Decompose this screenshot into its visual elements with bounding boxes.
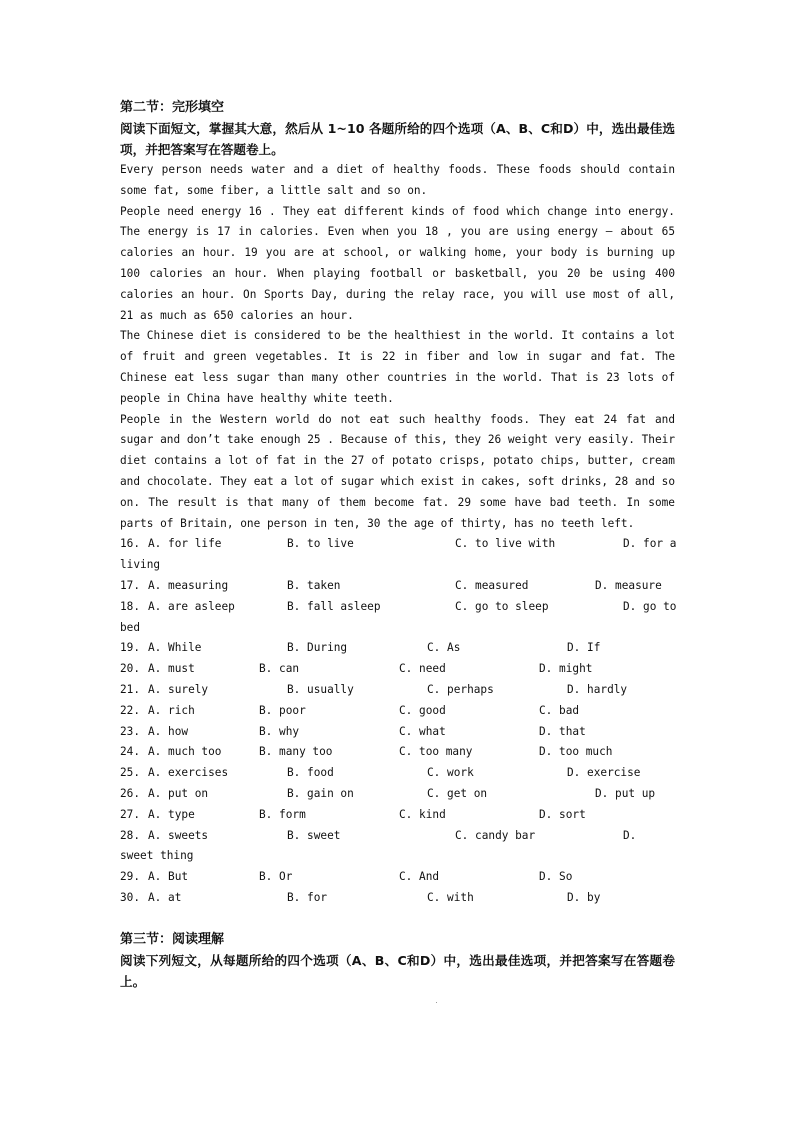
option-continuation: living bbox=[120, 558, 161, 572]
option-c: C. And bbox=[399, 870, 440, 884]
question-number: 26. bbox=[120, 786, 141, 800]
question-number: 29. bbox=[120, 870, 141, 884]
passage-paragraph-2: People need energy 16 . They eat different kinds of food which change into energy. The energy is 17 in calories. Even when you 18 , you are using energy – about 65 calories an hour. 19 you are at school, or walking home, your body is burning up 100 calories an hour. When playing football or basketball, you 20 be using 400 calories an hour. On Sports Day, during the relay race, you will use most of all, 21 as much as 650 calories an hour. bbox=[120, 204, 675, 322]
option-c: C. As bbox=[427, 641, 461, 655]
question-row bbox=[120, 784, 675, 805]
question-number: 23. bbox=[120, 724, 141, 738]
option-a: A. at bbox=[148, 890, 182, 904]
option-b: B. can bbox=[259, 662, 300, 676]
option-c: C. measured bbox=[455, 578, 529, 592]
option-a: A. While bbox=[148, 641, 202, 655]
question-row bbox=[120, 888, 675, 909]
question-row bbox=[120, 805, 675, 826]
option-b: B. usually bbox=[287, 682, 354, 696]
option-b: B. for bbox=[287, 890, 328, 904]
option-c: C. kind bbox=[399, 807, 446, 821]
option-d: D. measure bbox=[595, 578, 662, 592]
option-a: A. much too bbox=[148, 745, 222, 759]
option-a: A. But bbox=[148, 870, 189, 884]
option-a: A. sweets bbox=[148, 828, 209, 842]
question-row bbox=[120, 638, 675, 659]
option-c: C. go to sleep bbox=[455, 599, 549, 613]
option-c: C. candy bar bbox=[455, 828, 536, 842]
question-number: 16. bbox=[120, 537, 141, 551]
option-c: C. need bbox=[399, 662, 446, 676]
question-number: 20. bbox=[120, 662, 141, 676]
option-b: B. many too bbox=[259, 745, 333, 759]
option-b: B. form bbox=[259, 807, 306, 821]
option-d: D. put up bbox=[595, 786, 656, 800]
option-d: D. by bbox=[567, 890, 601, 904]
option-a: A. measuring bbox=[148, 578, 229, 592]
section3-title: 第三节：阅读理解 bbox=[120, 931, 225, 947]
option-a: A. rich bbox=[148, 703, 195, 717]
option-d: D. might bbox=[539, 662, 593, 676]
option-c: C. good bbox=[399, 703, 446, 717]
question-number: 30. bbox=[120, 890, 141, 904]
passage-paragraph-1: Every person needs water and a diet of healthy foods. These foods should contain some fat, some fiber, a little salt and so on. bbox=[120, 163, 675, 197]
section2-instruction: 阅读下面短文，掌握其大意，然后从 1~10 各题所给的四个选项（A、B、C和D）中，选出最佳选项，并把答案写在答题卷上。 bbox=[120, 121, 675, 157]
option-a: A. surely bbox=[148, 682, 209, 696]
question-row bbox=[120, 576, 675, 597]
question-number: 25. bbox=[120, 766, 141, 780]
option-a: A. how bbox=[148, 724, 189, 738]
option-c: C. with bbox=[427, 890, 474, 904]
option-d: D. for a bbox=[623, 537, 677, 551]
option-d: D. If bbox=[567, 641, 601, 655]
option-b: B. food bbox=[287, 766, 334, 780]
question-row bbox=[120, 701, 675, 722]
section-gap bbox=[120, 909, 675, 929]
option-b: B. to live bbox=[287, 537, 354, 551]
option-b: B. why bbox=[259, 724, 300, 738]
question-row bbox=[120, 680, 675, 701]
option-b: B. poor bbox=[259, 703, 306, 717]
option-d: D. too much bbox=[539, 745, 613, 759]
passage-paragraph-3: The Chinese diet is considered to be the healthiest in the world. It contains a lot of fruit and green vegetables. It is 22 in fiber and low in sugar and fat. The Chinese eat less sugar than many other countries in the world. That is 23 lots of people in China have healthy white teeth. bbox=[120, 329, 675, 405]
section2-title: 第二节：完形填空 bbox=[120, 100, 225, 115]
option-b: B. During bbox=[287, 641, 348, 655]
option-b: B. taken bbox=[287, 578, 341, 592]
option-c: C. what bbox=[399, 724, 446, 738]
option-c: C. too many bbox=[399, 745, 473, 759]
question-row bbox=[120, 826, 675, 847]
question-row bbox=[120, 597, 675, 618]
option-a: A. must bbox=[148, 662, 195, 676]
question-number: 17. bbox=[120, 578, 141, 592]
option-c: C. to live with bbox=[455, 537, 556, 551]
option-b: B. Or bbox=[259, 870, 293, 884]
option-d: D. that bbox=[539, 724, 586, 738]
question-number: 19. bbox=[120, 641, 141, 655]
question-number: 22. bbox=[120, 703, 141, 717]
question-row bbox=[120, 534, 675, 555]
option-d: D. go to bbox=[623, 599, 677, 613]
option-a: A. exercises bbox=[148, 766, 229, 780]
option-b: B. gain on bbox=[287, 786, 354, 800]
option-a: A. are asleep bbox=[148, 599, 235, 613]
option-c: C. get on bbox=[427, 786, 488, 800]
option-b: B. fall asleep bbox=[287, 599, 381, 613]
option-continuation: bed bbox=[120, 620, 141, 634]
question-row bbox=[120, 867, 675, 888]
question-row bbox=[120, 722, 675, 743]
option-c: C. perhaps bbox=[427, 682, 494, 696]
option-a: A. for life bbox=[148, 537, 222, 551]
section3-instruction: 阅读下列短文，从每题所给的四个选项（A、B、C和D）中，选出最佳选项，并把答案写在答题卷上。 bbox=[120, 952, 675, 989]
exam-page bbox=[120, 97, 675, 992]
option-d: D. exercise bbox=[567, 766, 641, 780]
option-d: D. hardly bbox=[567, 682, 628, 696]
option-c: C. work bbox=[427, 766, 474, 780]
option-b: B. sweet bbox=[287, 828, 341, 842]
stray-mark bbox=[436, 1002, 437, 1003]
question-number: 27. bbox=[120, 807, 141, 821]
question-number: 21. bbox=[120, 682, 141, 696]
question-number: 28. bbox=[120, 828, 141, 842]
question-row bbox=[120, 742, 675, 763]
option-a: A. type bbox=[148, 807, 195, 821]
option-continuation: sweet thing bbox=[120, 849, 194, 863]
option-d: D. So bbox=[539, 870, 573, 884]
passage-paragraph-4: People in the Western world do not eat such healthy foods. They eat 24 fat and sugar and don’t take enough 25 . Because of this, they 26 weight very easily. Their diet contains a lot of fat in the 27 of potato crisps, potato chips, butter, cream and chocolate. They eat a lot of sugar which exist in cakes, soft drinks, 28 and so on. The result is that many of them become fat. 29 some have bad teeth. In some parts of Britain, one person in ten, 30 the age of thirty, has no teeth left. bbox=[120, 412, 675, 530]
option-a: A. put on bbox=[148, 786, 209, 800]
option-d: D. bbox=[623, 828, 637, 842]
question-row bbox=[120, 763, 675, 784]
question-number: 18. bbox=[120, 599, 141, 613]
question-row bbox=[120, 659, 675, 680]
option-d: C. bad bbox=[539, 703, 580, 717]
question-number: 24. bbox=[120, 745, 141, 759]
option-d: D. sort bbox=[539, 807, 586, 821]
